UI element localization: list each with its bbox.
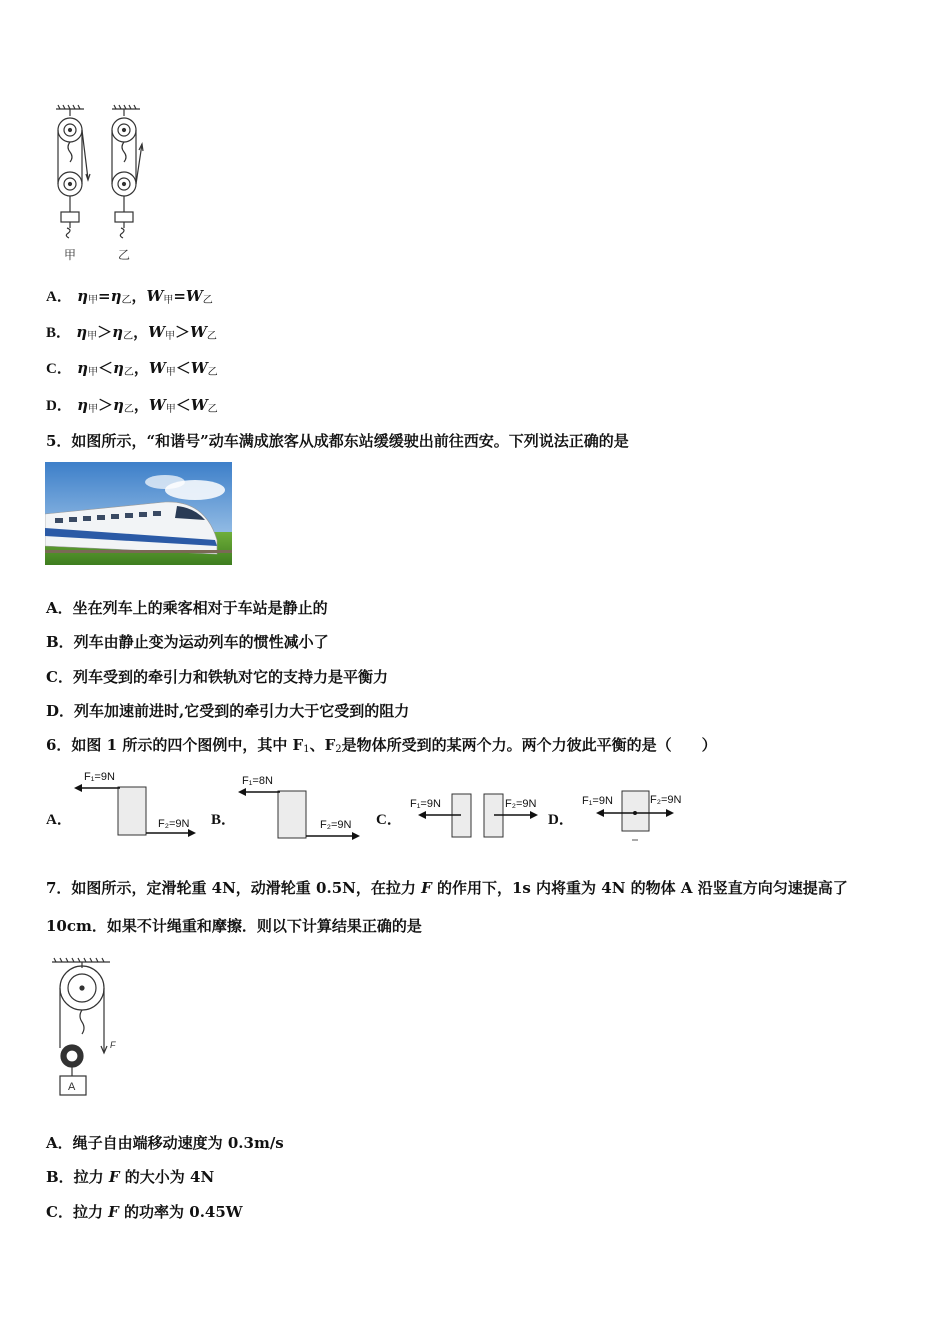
subscript: 甲 xyxy=(164,331,175,342)
subscript: 乙 xyxy=(207,367,218,378)
pulley-figure-jia-yi xyxy=(50,104,160,264)
eta-symbol: η xyxy=(77,287,88,305)
subscript: 乙 xyxy=(123,331,134,342)
subscript: 1 xyxy=(303,744,310,755)
q4-option-c[interactable] xyxy=(46,358,218,383)
work-symbol: W xyxy=(148,359,166,377)
force-symbol: F xyxy=(421,879,432,897)
force-symbol: F xyxy=(108,1168,120,1186)
relation: = xyxy=(97,287,111,305)
option-letter: A． xyxy=(46,289,72,305)
stem-part: 的作用下，1s 内将重为 4N 的物体 A 沿竖直方向匀速提高了 xyxy=(431,879,848,897)
eta-symbol: η xyxy=(113,396,124,414)
option-letter: D． xyxy=(46,398,72,414)
q6-option-c-letter[interactable]: C． xyxy=(376,812,402,828)
separator: ， xyxy=(133,359,149,377)
force-symbol: F xyxy=(108,1203,119,1221)
q7-option-a[interactable] xyxy=(46,1133,284,1153)
subscript: 乙 xyxy=(206,331,217,342)
label-jia: 甲 xyxy=(64,248,77,262)
block-a-label: A xyxy=(68,1081,76,1093)
eta-symbol: η xyxy=(77,359,88,377)
force-label-f1: F₁=8N xyxy=(242,775,273,787)
q5-option-a[interactable]: A．坐在列车上的乘客相对于车站是静止的 xyxy=(46,599,328,617)
q6-fig-a[interactable] xyxy=(72,766,202,838)
eta-symbol: η xyxy=(112,323,124,341)
force-label-f2: F₂=9N xyxy=(650,794,682,806)
pulley-system-yi xyxy=(112,105,143,238)
work-symbol: W xyxy=(146,287,164,305)
force-label-f1: F₁=9N xyxy=(582,795,613,807)
q7-stem-line2: 10cm．如果不计绳重和摩擦．则以下计算结果正确的是 xyxy=(46,917,422,935)
subscript: 甲 xyxy=(163,295,174,306)
subscript: 乙 xyxy=(121,295,132,306)
option-text: 的大小为 4N xyxy=(119,1168,215,1186)
q5-stem: 5．如图所示，“和谐号”动车满成旅客从成都东站缓缓驶出前往西安。下列说法正确的是 xyxy=(46,432,629,450)
option-text: 的功率为 0.45W xyxy=(118,1203,243,1221)
eta-symbol: η xyxy=(110,287,122,305)
label-yi: 乙 xyxy=(118,248,131,262)
work-symbol: W xyxy=(189,323,207,341)
option-text: B．拉力 xyxy=(46,1168,109,1186)
eta-symbol: η xyxy=(113,359,124,377)
option-letter: B． xyxy=(46,325,72,341)
force-label-f2: F₂=9N xyxy=(505,798,537,810)
subscript: 乙 xyxy=(123,367,134,378)
relation: = xyxy=(173,287,186,305)
subscript: 甲 xyxy=(87,404,98,415)
pulley-system-jia xyxy=(56,105,90,238)
q7-option-c[interactable] xyxy=(46,1202,243,1222)
stem-part: 、F xyxy=(309,736,336,754)
relation: ＜ xyxy=(97,359,113,377)
work-symbol: W xyxy=(190,359,208,377)
separator: ， xyxy=(131,287,147,305)
stem-part: 是物体所受到的某两个力。两个力彼此平衡的是（ ） xyxy=(341,736,717,754)
separator: ， xyxy=(133,396,149,414)
q6-fig-b[interactable] xyxy=(236,772,366,840)
force-label-f2: F₂=9N xyxy=(320,819,352,831)
relation: ＞ xyxy=(97,323,113,341)
q6-fig-d[interactable] xyxy=(578,788,690,844)
force-label-f2: F₂=9N xyxy=(158,818,190,830)
train-photo xyxy=(45,462,232,565)
force-f-label: F xyxy=(110,1040,116,1050)
pulley-diagram xyxy=(50,104,160,264)
subscript: 乙 xyxy=(202,295,213,306)
eta-symbol: η xyxy=(77,396,88,414)
force-label-f1: F₁=9N xyxy=(84,771,115,783)
subscript: 甲 xyxy=(87,295,98,306)
q7-option-b[interactable] xyxy=(46,1167,214,1187)
work-symbol: W xyxy=(185,287,203,305)
relation: ＞ xyxy=(174,323,190,341)
q6-fig-c[interactable] xyxy=(404,791,544,839)
relation: ＜ xyxy=(175,359,191,377)
subscript: 2 xyxy=(335,744,342,755)
stem-part: 7．如图所示，定滑轮重 4N，动滑轮重 0.5N，在拉力 xyxy=(46,879,422,897)
subscript: 甲 xyxy=(87,331,98,342)
q7-stem-line1 xyxy=(46,878,848,898)
q7-pulley-figure xyxy=(48,956,128,1098)
q4-option-a[interactable] xyxy=(46,286,213,311)
force-label-f1: F₁=9N xyxy=(410,798,441,810)
q4-option-b[interactable] xyxy=(46,322,217,347)
q6-stem xyxy=(46,735,717,760)
q6-option-d-letter[interactable]: D． xyxy=(548,812,574,828)
option-text: A．绳子自由端移动速度为 0.3m/s xyxy=(46,1134,284,1152)
q5-option-c[interactable]: C．列车受到的牵引力和铁轨对它的支持力是平衡力 xyxy=(46,668,388,686)
q6-option-a-letter[interactable]: A． xyxy=(46,812,72,828)
option-letter: C． xyxy=(46,361,72,377)
subscript: 甲 xyxy=(87,367,98,378)
q6-option-b-letter[interactable]: B． xyxy=(211,812,237,828)
q4-option-d[interactable] xyxy=(46,395,218,420)
subscript: 乙 xyxy=(207,404,218,415)
work-symbol: W xyxy=(190,396,208,414)
stem-part: 6．如图 1 所示的四个图例中，其中 F xyxy=(46,736,304,754)
subscript: 乙 xyxy=(123,404,134,415)
separator: ， xyxy=(133,323,149,341)
option-text: C．拉力 xyxy=(46,1203,109,1221)
relation: ＜ xyxy=(175,396,191,414)
work-symbol: W xyxy=(148,396,166,414)
eta-symbol: η xyxy=(76,323,88,341)
q5-option-b[interactable]: B．列车由静止变为运动列车的惯性减小了 xyxy=(46,633,329,651)
subscript: 甲 xyxy=(165,404,176,415)
relation: ＞ xyxy=(97,396,113,414)
subscript: 甲 xyxy=(165,367,176,378)
q5-option-d[interactable]: D．列车加速前进时,它受到的牵引力大于它受到的阻力 xyxy=(46,702,410,720)
work-symbol: W xyxy=(148,323,165,341)
